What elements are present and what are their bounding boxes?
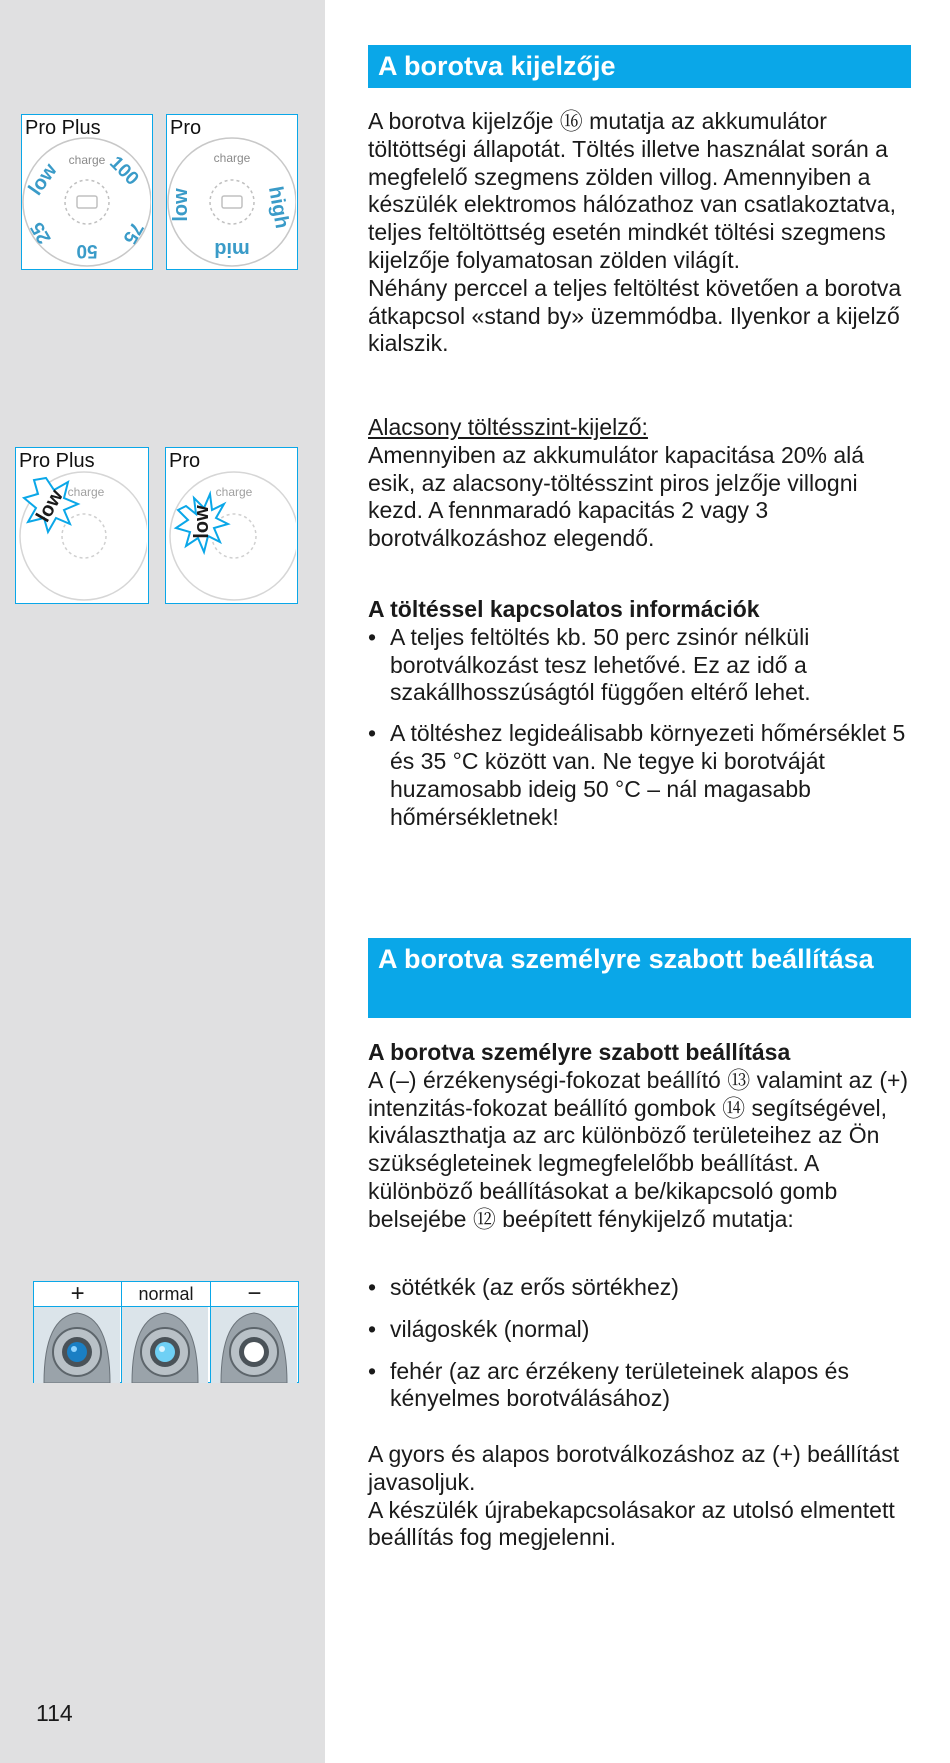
settings-block — [368, 1039, 911, 1234]
display-pro-plus-panel — [21, 114, 153, 270]
dial-segment-low: low — [170, 188, 192, 222]
settings-closing-block — [368, 1441, 911, 1552]
settings-subheading: A borotva személyre szabott beállítása — [368, 1039, 791, 1065]
charging-info-bullet: • A teljes feltöltés kb. 50 perc zsinór nélküli borotválkozást tesz lehetővé. Ez az idő a szakállhosszúságtól függően eltérő lehet. — [368, 624, 911, 707]
display-pro-panel — [166, 114, 298, 270]
page-number: 114 — [36, 1700, 73, 1726]
charging-info-block — [368, 596, 911, 831]
charging-info-bullet: • A töltéshez legideálisabb környezeti hőmérséklet 5 és 35 °C között van. Ne tegye ki borotváját huzamosabb ideig 50 °C – nál magasabb hőmérsékletnek! — [368, 720, 911, 831]
dial-segment-75: 75 — [118, 218, 148, 248]
low-dial-pro-svg — [166, 448, 296, 602]
settings-para-1: A gyors és alapos borotválkozáshoz az (+) beállítást javasoljuk. — [368, 1441, 900, 1495]
section-title-settings: A borotva személyre szabott beállítása — [368, 938, 911, 1018]
settings-para-2: A készülék újrabekapcsolásakor az utolsó elmentett beállítás fog megjelenni. — [368, 1496, 895, 1551]
dial-segment-high: high — [263, 184, 293, 231]
display-para-1: A borotva kijelzője ⑯ mutatja az akkumulátor töltöttségi állapotát. Töltés illetve használat során a megfelelő szegmens zölden villog. Amennyiben a készülék elektromos hálózathoz van csatlakoztatva, teljes feltöltöttség esetén mindkét töltési szegmens kijelzője folyamatosan zölden világít. — [368, 108, 896, 273]
low-display-pro-panel — [165, 447, 298, 604]
dial-segment-100: 100 — [105, 152, 143, 190]
display-pro-plus-label: Pro Plus — [25, 117, 101, 139]
setting-plus-light-icon — [34, 1307, 120, 1383]
low-dial-pro-plus-svg — [16, 448, 147, 602]
section-title-display: A borotva kijelzője — [368, 45, 911, 88]
dial-segment-low: low — [24, 159, 62, 200]
setting-bullet: • fehér (az arc érzékeny területeinek alapos és kényelmes borotválásához) — [368, 1358, 911, 1414]
low-charge-block — [368, 414, 911, 553]
dial-charge-label: charge — [215, 485, 253, 499]
display-description — [368, 108, 911, 358]
low-warning-text: low — [191, 505, 213, 539]
setting-bullet: • világoskék (normal) — [368, 1316, 911, 1344]
setting-bullet: • sötétkék (az erős sörtékhez) — [368, 1274, 911, 1302]
display-pro-label: Pro — [170, 117, 202, 139]
settings-list-block — [368, 1274, 911, 1413]
low-warning-text: low — [32, 486, 68, 526]
dial-segment-50: 50 — [76, 240, 98, 261]
setting-normal-cell — [122, 1282, 210, 1382]
settings-intro: A (–) érzékenységi-fokozat beállító ⑬ valamint az (+) intenzitás-fokozat beállító gombok ⑭ segítségével, kiválaszthatja az arc különböző területeihez az Ön szükségleteinek legmegfelelőbb beállítást. A különböző beállításokat a be/kikapcsoló gomb belsejébe ⑫ beépített fénykijelző mutatja: — [368, 1066, 909, 1232]
setting-plus-label: + — [34, 1282, 121, 1307]
setting-minus-cell — [211, 1282, 298, 1382]
setting-buttons-figure — [33, 1281, 299, 1383]
setting-normal-light-icon — [122, 1307, 208, 1383]
dial-pro-plus-svg — [22, 115, 151, 268]
dial-segment-mid: mid — [214, 238, 250, 260]
dial-segment-25: 25 — [26, 218, 56, 248]
low-charge-text: Amennyiben az akkumulátor kapacitása 20% alá esik, az alacsony-töltésszint piros jelzője villogni kezd. A fennmaradó kapacitás 2 vagy 3 borotválkozáshoz elegendő. — [368, 441, 865, 552]
charging-info-heading: A töltéssel kapcsolatos információk — [368, 596, 760, 622]
display-para-2: Néhány perccel a teljes feltöltést követően a borotva átkapcsol «stand by» üzemmódba. Ilyenkor a kijelző kialszik. — [368, 274, 902, 357]
low-display-pro-label: Pro — [169, 450, 201, 472]
dial-charge-label: charge — [67, 485, 105, 499]
low-display-pro-plus-label: Pro Plus — [19, 450, 95, 472]
setting-normal-label: normal — [122, 1282, 209, 1307]
setting-plus-cell — [34, 1282, 122, 1382]
setting-minus-light-icon — [211, 1307, 297, 1383]
setting-minus-label: − — [211, 1282, 298, 1307]
dial-charge-label: charge — [213, 151, 251, 165]
low-display-pro-plus-panel — [15, 447, 149, 604]
dial-charge-label: charge — [68, 153, 106, 167]
dial-pro-svg — [167, 115, 296, 268]
low-charge-heading: Alacsony töltésszint-kijelző: — [368, 414, 648, 440]
